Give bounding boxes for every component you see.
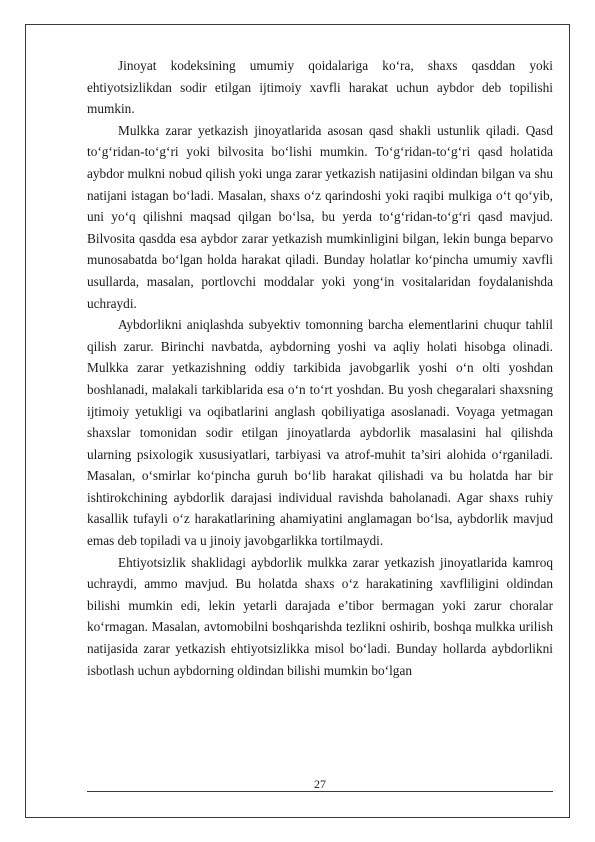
document-body (87, 55, 553, 681)
paragraph-3: Aybdorlikni aniqlashda subyektiv tomonning barcha elementlarini chuqur tahlil qilish zarur. Birinchi navbatda, aybdorning yoshi va aqliy holati hisobga olinadi. Mulkka zarar yetkazishning oddiy tarkibida javobgarlik yoshi o‘n olti yoshdan boshlanadi, malakali tarkiblarida esa o‘n to‘rt yoshdan. Bu yosh chegaralari shaxsning ijtimoiy yetukligi va oqibatlarini anglash qobiliyatiga asoslanadi. Voyaga yetmagan shaxslar tomonidan sodir etilgan jinoyatlarda aybdorlik masalasini hal qilishda ularning psixologik xususiyatlari, tarbiyasi va atrof-muhit ta’siri alohida o‘rganiladi. Masalan, o‘smirlar ko‘pincha guruh bo‘lib harakat qilishadi va bu holatda har bir ishtirokchining aybdorlik darajasi individual ravishda baholanadi. Agar shaxs ruhiy kasallik tufayli o‘z harakatlarining ahamiyatini anglamagan bo‘lsa, aybdorlik mavjud emas deb topiladi va u jinoiy javobgarlikka tortilmaydi. (87, 317, 553, 549)
footer-divider (87, 791, 553, 792)
paragraph-1: Jinoyat kodeksining umumiy qoidalariga ko‘ra, shaxs qasddan yoki ehtiyotsizlikdan sodir etilgan ijtimoiy xavfli harakat uchun aybdor deb topilishi mumkin. (87, 58, 553, 117)
paragraph-4: Ehtiyotsizlik shaklidagi aybdorlik mulkka zarar yetkazish jinoyatlarida kamroq uchraydi, ammo mavjud. Bu holatda shaxs o‘z harakatining xavfliligini oldindan bilishi mumkin edi, lekin yetarli darajada e’tibor bermagan yoki zarur choralar ko‘rmagan. Masalan, avtomobilni boshqarishda tezlikni oshirib, boshqa mulkka urilish natijasida zarar yetkazish ehtiyotsizlikka misol bo‘ladi. Bunday hollarda aybdorlikni isbotlash uchun aybdorning oldindan bilishi mumkin bo‘lgan (87, 554, 553, 678)
page-number: 27 (314, 777, 326, 791)
paragraph-2: Mulkka zarar yetkazish jinoyatlarida asosan qasd shakli ustunlik qiladi. Qasd to‘g‘ridan-to‘g‘ri yoki bilvosita bo‘lishi mumkin. To‘g‘ridan-to‘g‘ri qasd holatida aybdor mulkni nobud qilish yoki unga zarar yetkazish natijasini oldindan bilgan va shu natijani istagan bo‘ladi. Masalan, shaxs o‘z qarindoshi yoki raqibi mulkiga o‘t qo‘yib, uni yo‘q qilishni maqsad qilgan bo‘lsa, bu yerda to‘g‘ridan-to‘g‘ri qasd mavjud. Bilvosita qasdda esa aybdor zarar yetkazish mumkinligini bilgan, lekin bunga beparvo munosabatda bo‘lgan holda harakat qiladi. Bunday holatlar ko‘pincha umumiy xavfli usullarda, masalan, portlovchi moddalar yoki yong‘in vositalaridan foydalanishda uchraydi. (87, 122, 553, 311)
